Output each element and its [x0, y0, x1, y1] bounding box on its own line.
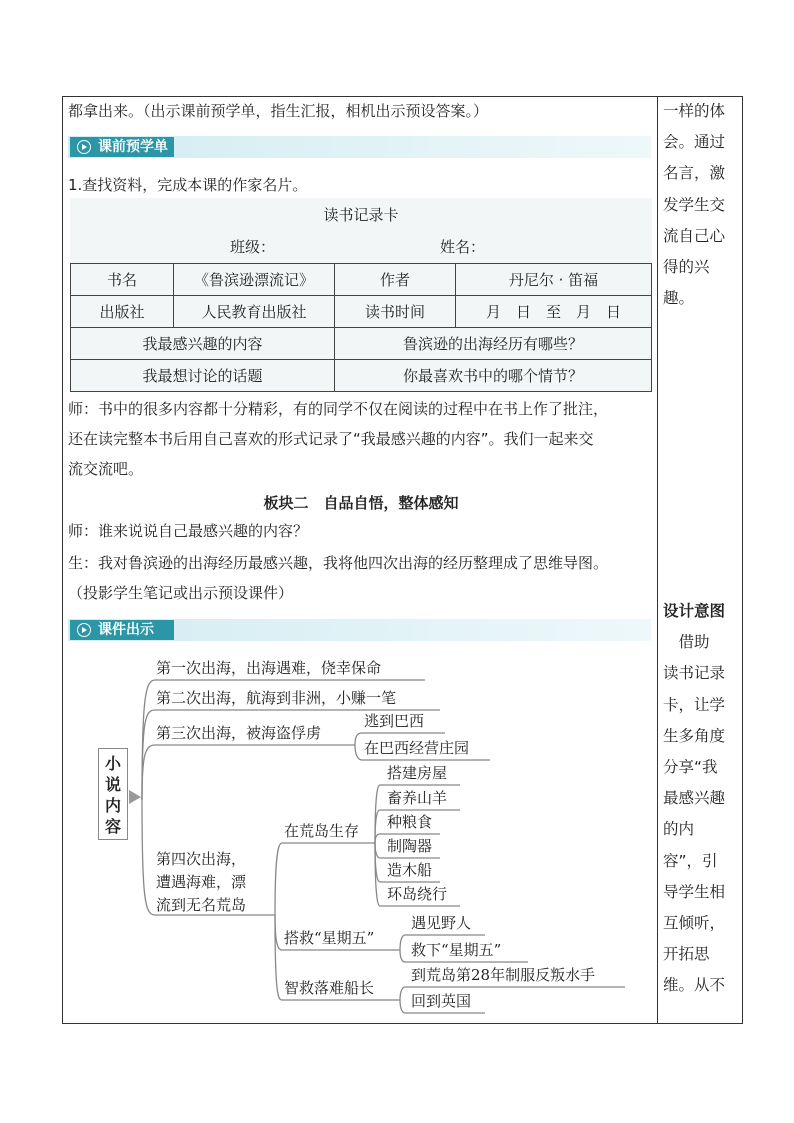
table-cell: 你最喜欢书中的哪个情节？ [335, 360, 652, 392]
table-cell: 我最感兴趣的内容 [71, 328, 335, 360]
table-row [71, 328, 652, 360]
side-line: 维。从不 [663, 976, 726, 995]
side-line: 会。通过 [663, 133, 726, 152]
card-title: 读书记录卡 [323, 206, 399, 224]
captain-node: 智救落难船长 [284, 979, 375, 997]
captain-child: 回到英国 [411, 992, 472, 1010]
column-divider [657, 96, 658, 1024]
trip-1: 第一次出海，出海遇难，侥幸保命 [156, 659, 382, 677]
triangle-icon [129, 790, 141, 804]
teacher-para-line: 师：书中的很多内容都十分精彩，有的同学不仅在阅读的过程中在书上作了批注， [68, 400, 609, 418]
play-icon [77, 140, 91, 154]
table-cell: 作者 [335, 264, 456, 296]
survive-child: 搭建房屋 [387, 764, 448, 782]
section-label: 课件出示 [98, 622, 154, 638]
section-label: 课前预学单 [98, 139, 168, 155]
reading-record-table [70, 263, 652, 392]
side-line: 分享“我 [663, 758, 718, 777]
table-cell: 我最想讨论的话题 [71, 360, 335, 392]
survive-child: 造木船 [387, 861, 433, 879]
side-line: 读书记录 [663, 664, 726, 683]
table-cell: 人民教育出版社 [174, 296, 335, 328]
mindmap-root: 小说内容 [98, 748, 128, 840]
table-cell: 月 日 至 月 日 [456, 296, 652, 328]
section-tag-courseware [70, 620, 174, 640]
table-row [71, 360, 652, 392]
play-icon [77, 623, 91, 637]
class-label: 班级： [230, 238, 276, 256]
section-bar-preview [68, 136, 651, 158]
intro-line: 都拿出来。（出示课前预学单，指生汇报，相机出示预设答案。） [68, 102, 489, 120]
table-row [71, 296, 652, 328]
friday-child: 遇见野人 [411, 914, 472, 932]
side-line: 借助 [663, 633, 710, 652]
design-intent-title: 设计意图 [663, 602, 726, 620]
side-line: 流自己心 [663, 226, 726, 245]
section-tag-preview [70, 137, 174, 157]
side-line: 趣。 [663, 289, 695, 308]
side-line: 得的兴 [663, 258, 710, 277]
section-bar-courseware [68, 619, 651, 641]
survive-child: 环岛绕行 [387, 885, 448, 903]
teacher-para-line: 流交流吧。 [68, 460, 144, 478]
student-line: （投影学生笔记或出示预设课件） [68, 584, 294, 602]
table-cell: 书名 [71, 264, 174, 296]
block-heading: 板块二 自品自悟，整体感知 [263, 494, 459, 512]
teacher-question: 师：谁来说说自己最感兴趣的内容？ [68, 522, 309, 540]
side-line: 导学生相 [663, 882, 726, 901]
trip-2: 第二次出海，航海到非洲，小赚一笔 [156, 689, 397, 707]
student-line: 生：我对鲁滨逊的出海经历最感兴趣，我将他四次出海的经历整理成了思维导图。 [68, 554, 609, 572]
table-cell: 鲁滨逊的出海经历有哪些？ [335, 328, 652, 360]
survive-child: 畜养山羊 [387, 789, 448, 807]
side-line: 名言，激 [663, 164, 726, 183]
side-line: 容”，引 [663, 851, 718, 870]
teacher-para-line: 还在读完整本书后用自己喜欢的形式记录了“我最感兴趣的内容”。我们一起来交 [68, 430, 594, 448]
side-line: 发学生交 [663, 195, 726, 214]
table-cell: 出版社 [71, 296, 174, 328]
survive-node: 在荒岛生存 [284, 822, 360, 840]
side-note-design [663, 596, 737, 1002]
side-line: 一样的体 [663, 102, 726, 120]
side-line: 卡，让学 [663, 695, 726, 714]
trip-4-line: 遭遇海难，漂 [156, 873, 247, 891]
task-line: 1.查找资料，完成本课的作家名片。 [68, 176, 308, 194]
friday-child: 救下“星期五” [411, 941, 502, 959]
side-line: 的内 [663, 820, 695, 839]
survive-child: 种粮食 [387, 813, 433, 831]
side-note-top [663, 96, 737, 314]
table-cell: 丹尼尔 · 笛福 [456, 264, 652, 296]
side-line: 开拓思 [663, 945, 710, 964]
trip-4-line: 流到无名荒岛 [156, 896, 247, 914]
trip-3-child: 在巴西经营庄园 [364, 739, 470, 757]
name-label: 姓名： [440, 238, 486, 256]
side-line: 最感兴趣 [663, 789, 726, 808]
side-line: 生多角度 [663, 726, 726, 745]
captain-child: 到荒岛第28年制服反叛水手 [411, 966, 596, 984]
trip-4-line: 第四次出海， [156, 850, 247, 868]
friday-node: 搭救“星期五” [284, 929, 375, 947]
side-line: 互倾听， [663, 914, 726, 933]
survive-child: 制陶器 [387, 837, 433, 855]
trip-3-child: 逃到巴西 [364, 712, 425, 730]
table-cell: 《鲁滨逊漂流记》 [174, 264, 335, 296]
table-row [71, 264, 652, 296]
trip-3: 第三次出海，被海盗俘虏 [156, 724, 322, 742]
table-cell: 读书时间 [335, 296, 456, 328]
